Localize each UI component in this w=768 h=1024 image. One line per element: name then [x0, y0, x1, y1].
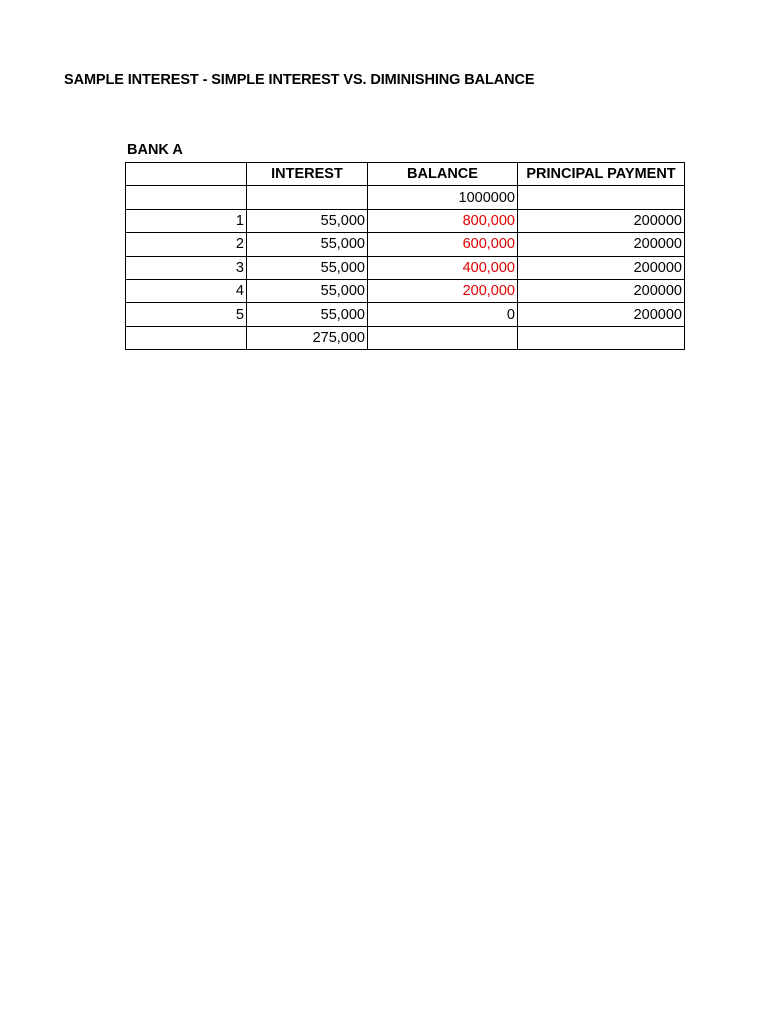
balance-cell: 0	[368, 303, 518, 326]
total-period-cell	[126, 326, 247, 349]
header-interest: INTEREST	[247, 163, 368, 186]
period-cell: 2	[126, 233, 247, 256]
header-period	[126, 163, 247, 186]
total-balance-cell	[368, 326, 518, 349]
balance-cell: 200,000	[368, 279, 518, 302]
total-row	[126, 326, 685, 349]
period-cell: 3	[126, 256, 247, 279]
document-title: SAMPLE INTEREST - SIMPLE INTEREST VS. DIMINISHING BALANCE	[64, 72, 535, 88]
opening-balance-cell: 1000000	[368, 186, 518, 209]
table-row	[126, 209, 685, 232]
bank-label: BANK A	[127, 142, 183, 158]
table-row	[126, 256, 685, 279]
opening-balance-row	[126, 186, 685, 209]
balance-cell: 400,000	[368, 256, 518, 279]
period-cell: 4	[126, 279, 247, 302]
interest-cell: 55,000	[247, 303, 368, 326]
interest-cell: 55,000	[247, 233, 368, 256]
principal-cell: 200000	[518, 303, 685, 326]
opening-principal-cell	[518, 186, 685, 209]
principal-cell: 200000	[518, 256, 685, 279]
header-balance: BALANCE	[368, 163, 518, 186]
loan-table	[125, 162, 685, 350]
principal-cell: 200000	[518, 209, 685, 232]
table-row	[126, 303, 685, 326]
period-cell: 5	[126, 303, 247, 326]
interest-cell: 55,000	[247, 209, 368, 232]
period-cell: 1	[126, 209, 247, 232]
header-principal-payment: PRINCIPAL PAYMENT	[518, 163, 685, 186]
principal-cell: 200000	[518, 233, 685, 256]
total-principal-cell	[518, 326, 685, 349]
table-row	[126, 279, 685, 302]
balance-cell: 800,000	[368, 209, 518, 232]
opening-interest-cell	[247, 186, 368, 209]
table-row	[126, 233, 685, 256]
balance-cell: 600,000	[368, 233, 518, 256]
interest-cell: 55,000	[247, 256, 368, 279]
principal-cell: 200000	[518, 279, 685, 302]
opening-period-cell	[126, 186, 247, 209]
table-header-row	[126, 163, 685, 186]
total-interest-cell: 275,000	[247, 326, 368, 349]
interest-cell: 55,000	[247, 279, 368, 302]
